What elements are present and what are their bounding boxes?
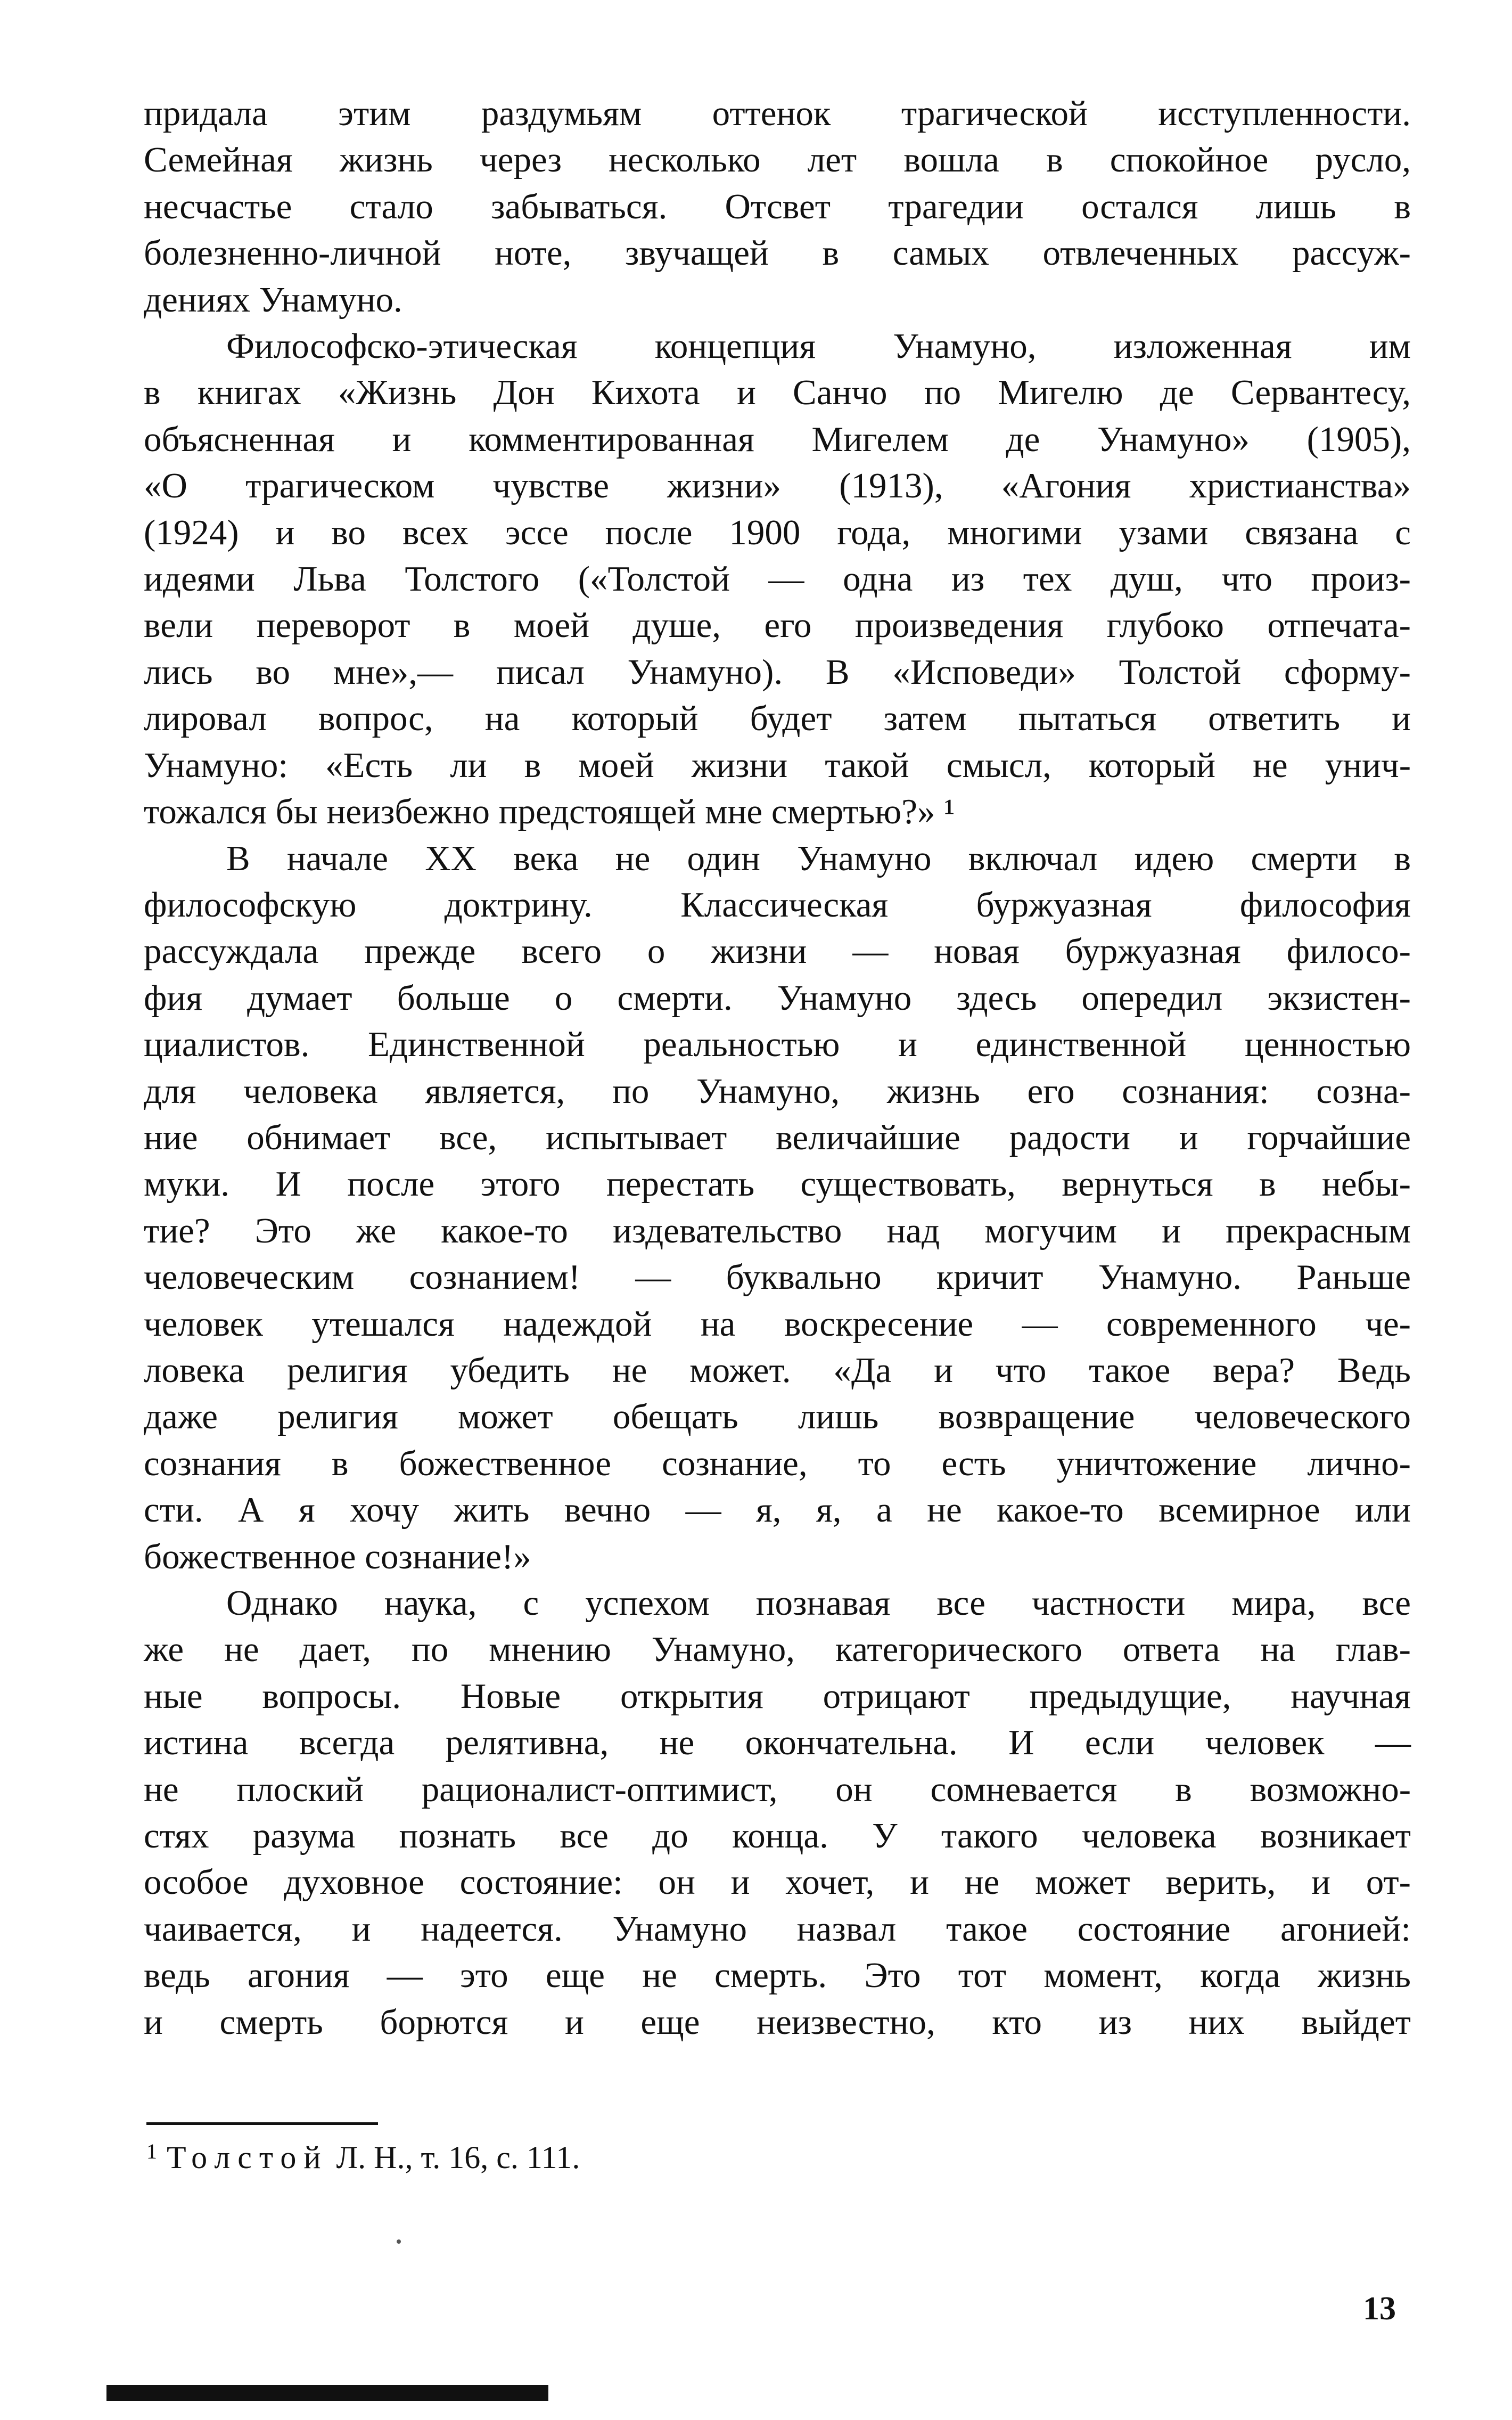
text-line: придала этим раздумьям оттенок трагической исступленности. bbox=[144, 94, 1411, 133]
footnote-mark: 1 bbox=[146, 2139, 157, 2163]
text-line: несчастье стало забываться. Отсвет трагедии остался лишь в bbox=[144, 186, 1411, 226]
text-line: «О трагическом чувстве жизни» (1913), «Агония христианства» bbox=[144, 466, 1411, 506]
paragraph-1 bbox=[144, 91, 1411, 323]
text-line: в книгах «Жизнь Дон Кихота и Санчо по Мигелю де Сервантесу, bbox=[144, 373, 1411, 413]
text-column bbox=[144, 91, 1411, 2046]
text-line: вели переворот в моей душе, его произведения глубоко отпечата- bbox=[144, 606, 1411, 645]
text-line: же не дает, по мнению Унамуно, категорического ответа на глав- bbox=[144, 1630, 1411, 1670]
text-line: сознания в божественное сознание, то есть уничтожение лично- bbox=[144, 1443, 1411, 1483]
scan-edge-bar bbox=[106, 2385, 548, 2401]
text-line: рассуждала прежде всего о жизни — новая буржуазная филосо- bbox=[144, 931, 1411, 971]
text-line: для человека является, по Унамуно, жизнь его сознания: созна- bbox=[144, 1071, 1411, 1111]
text-line: особое духовное состояние: он и хочет, и не может верить, и от- bbox=[144, 1862, 1411, 1902]
paragraph-4 bbox=[144, 1580, 1411, 2046]
text-line: человек утешался надеждой на воскресение — современного че- bbox=[144, 1304, 1411, 1344]
text-line: философскую доктрину. Классическая буржуазная философия bbox=[144, 885, 1411, 925]
text-line: идеями Льва Толстого («Толстой — одна из тех душ, что произ- bbox=[144, 559, 1411, 599]
footnote bbox=[146, 2130, 580, 2179]
text-line: стях разума познать все до конца. У такого человека возникает bbox=[144, 1816, 1411, 1856]
text-line: лировал вопрос, на который будет затем пытаться ответить и bbox=[144, 699, 1411, 739]
footnote-author: Толстой bbox=[167, 2140, 328, 2175]
text-line: объясненная и комментированная Мигелем де Унамуно» (1905), bbox=[144, 419, 1411, 459]
text-line: и смерть борются и еще неизвестно, кто из них выйдет bbox=[144, 2002, 1411, 2042]
text-line: лись во мне»,— писал Унамуно). В «Исповеди» Толстой сформу- bbox=[144, 652, 1411, 692]
footnote-divider bbox=[146, 2122, 378, 2125]
text-line: ные вопросы. Новые открытия отрицают предыдущие, научная bbox=[144, 1676, 1411, 1716]
text-line: муки. И после этого перестать существовать, вернуться в небы- bbox=[144, 1164, 1411, 1204]
text-line: ловека религия убедить не может. «Да и что такое вера? Ведь bbox=[144, 1350, 1411, 1390]
text-line: чаивается, и надеется. Унамуно назвал такое состояние агонией: bbox=[144, 1909, 1411, 1949]
text-line: ведь агония — это еще не смерть. Это тот момент, когда жизнь bbox=[144, 1956, 1411, 1996]
text-line: Однако наука, с успехом познавая все частности мира, все bbox=[226, 1583, 1411, 1623]
text-line: фия думает больше о смерти. Унамуно здесь опередил экзистен- bbox=[144, 978, 1411, 1018]
paragraph-3 bbox=[144, 836, 1411, 1581]
text-line: дениях Унамуно. bbox=[144, 280, 402, 320]
text-line: ние обнимает все, испытывает величайшие радости и горчайшие bbox=[144, 1117, 1411, 1157]
text-line: болезненно-личной ноте, звучащей в самых отвлеченных рассуж- bbox=[144, 233, 1411, 273]
text-line: даже религия может обещать лишь возвращение человеческого bbox=[144, 1397, 1411, 1437]
text-line: божественное сознание!» bbox=[144, 1536, 531, 1576]
text-line: истина всегда релятивна, не окончательна. И если человек — bbox=[144, 1723, 1411, 1763]
footnote-reference: Л. Н., т. 16, с. 111. bbox=[336, 2140, 580, 2175]
text-line: человеческим сознанием! — буквально кричит Унамуно. Раньше bbox=[144, 1257, 1411, 1297]
text-line: тожался бы неизбежно предстоящей мне смертью?» ¹ bbox=[144, 792, 955, 832]
text-line: (1924) и во всех эссе после 1900 года, многими узами связана с bbox=[144, 512, 1411, 552]
page-number: 13 bbox=[1363, 2291, 1396, 2327]
text-line: тие? Это же какое-то издевательство над могучим и прекрасным bbox=[144, 1211, 1411, 1250]
page-body bbox=[144, 91, 1411, 2046]
text-line: Унамуно: «Есть ли в моей жизни такой смысл, который не унич- bbox=[144, 745, 1411, 785]
text-line: не плоский рационалист-оптимист, он сомневается в возможно- bbox=[144, 1769, 1411, 1809]
paragraph-2 bbox=[144, 323, 1411, 835]
scan-speck bbox=[397, 2239, 401, 2244]
text-line: Семейная жизнь через несколько лет вошла в спокойное русло, bbox=[144, 140, 1411, 180]
text-line: В начале XX века не один Унамуно включал идею смерти в bbox=[226, 838, 1411, 878]
text-line: Философско-этическая концепция Унамуно, изложенная им bbox=[226, 326, 1411, 366]
text-line: сти. А я хочу жить вечно — я, я, а не какое-то всемирное или bbox=[144, 1490, 1411, 1530]
text-line: циалистов. Единственной реальностью и единственной ценностью bbox=[144, 1025, 1411, 1065]
